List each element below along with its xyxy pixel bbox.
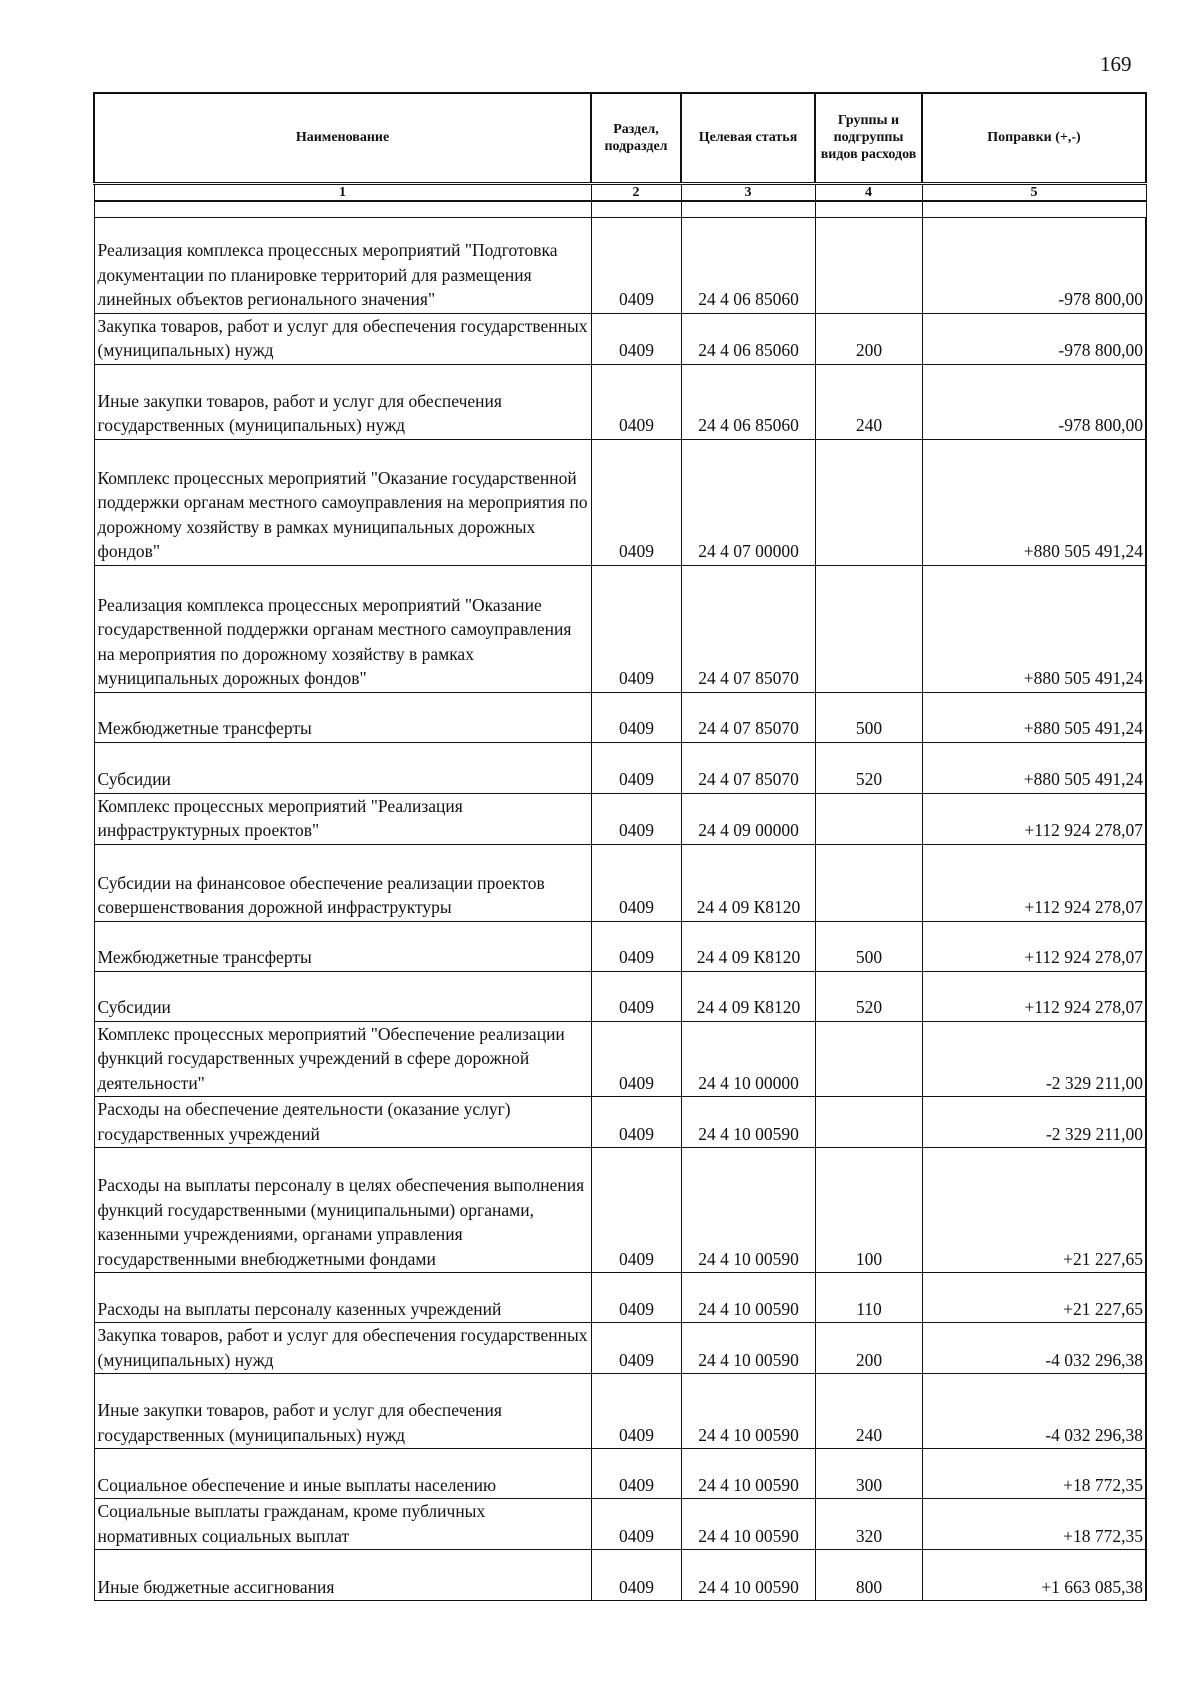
row-amendment-amount: -2 329 211,00 xyxy=(922,1097,1146,1148)
row-amendment-amount: +18 772,35 xyxy=(922,1449,1146,1499)
row-expense-group xyxy=(815,844,922,921)
row-name: Социальные выплаты гражданам, кроме публичных нормативных социальных выплат xyxy=(94,1499,591,1550)
row-expense-group xyxy=(815,793,922,844)
row-target-article: 24 4 06 85060 xyxy=(681,217,815,313)
row-expense-group: 500 xyxy=(815,921,922,971)
row-amendment-amount: +21 227,65 xyxy=(922,1148,1146,1273)
row-name: Социальное обеспечение и иные выплаты населению xyxy=(94,1449,591,1499)
row-name: Расходы на обеспечение деятельности (оказание услуг) государственных учреждений xyxy=(94,1097,591,1148)
row-name: Реализация комплекса процессных мероприятий "Оказание государственной поддержки органам местного самоуправления на мероприятия по дорожному хозяйству в рамках муниципальных дорожных фондов" xyxy=(94,565,591,692)
header-amendments: Поправки (+,-) xyxy=(922,93,1146,183)
row-expense-group: 320 xyxy=(815,1499,922,1550)
row-name: Комплекс процессных мероприятий "Обеспечение реализации функций государственных учреждений в сфере дорожной деятельности" xyxy=(94,1021,591,1097)
table-row xyxy=(94,844,1146,921)
row-target-article: 24 4 07 85070 xyxy=(681,742,815,793)
row-name: Субсидии xyxy=(94,742,591,793)
table-row xyxy=(94,217,1146,313)
row-section: 0409 xyxy=(591,971,681,1021)
row-expense-group xyxy=(815,217,922,313)
column-number: 4 xyxy=(815,183,922,201)
row-amendment-amount: -978 800,00 xyxy=(922,364,1146,439)
row-expense-group: 520 xyxy=(815,971,922,1021)
column-number: 3 xyxy=(681,183,815,201)
row-section: 0409 xyxy=(591,313,681,364)
row-target-article: 24 4 09 К8120 xyxy=(681,971,815,1021)
table-row xyxy=(94,1323,1146,1374)
row-target-article: 24 4 07 85070 xyxy=(681,692,815,742)
row-amendment-amount: +112 924 278,07 xyxy=(922,844,1146,921)
table-row xyxy=(94,692,1146,742)
table-row xyxy=(94,565,1146,692)
row-target-article: 24 4 07 00000 xyxy=(681,439,815,565)
row-section: 0409 xyxy=(591,439,681,565)
row-amendment-amount: +880 505 491,24 xyxy=(922,439,1146,565)
page-number: 169 xyxy=(1100,52,1132,76)
table-row xyxy=(94,742,1146,793)
row-expense-group: 800 xyxy=(815,1550,922,1601)
row-target-article: 24 4 09 00000 xyxy=(681,793,815,844)
table-row xyxy=(94,921,1146,971)
row-amendment-amount: +21 227,65 xyxy=(922,1273,1146,1323)
row-amendment-amount: +880 505 491,24 xyxy=(922,742,1146,793)
row-section: 0409 xyxy=(591,1499,681,1550)
row-name: Иные бюджетные ассигнования xyxy=(94,1550,591,1601)
row-expense-group: 100 xyxy=(815,1148,922,1273)
row-target-article: 24 4 10 00590 xyxy=(681,1499,815,1550)
row-expense-group xyxy=(815,439,922,565)
header-target: Целевая статья xyxy=(681,93,815,183)
row-amendment-amount: +1 663 085,38 xyxy=(922,1550,1146,1601)
row-amendment-amount: +112 924 278,07 xyxy=(922,921,1146,971)
row-amendment-amount: +18 772,35 xyxy=(922,1499,1146,1550)
header-groups: Группы и подгруппы видов расходов xyxy=(815,93,922,183)
row-name: Реализация комплекса процессных мероприятий "Подготовка документации по планировке территорий для размещения линейных объектов регионального значения" xyxy=(94,217,591,313)
row-section: 0409 xyxy=(591,1148,681,1273)
row-amendment-amount: +880 505 491,24 xyxy=(922,692,1146,742)
row-target-article: 24 4 10 00000 xyxy=(681,1021,815,1097)
row-target-article: 24 4 07 85070 xyxy=(681,565,815,692)
table-row xyxy=(94,1550,1146,1601)
row-name: Межбюджетные трансферты xyxy=(94,921,591,971)
row-target-article: 24 4 10 00590 xyxy=(681,1374,815,1449)
row-amendment-amount: -978 800,00 xyxy=(922,313,1146,364)
table-row xyxy=(94,313,1146,364)
row-amendment-amount: -4 032 296,38 xyxy=(922,1323,1146,1374)
row-expense-group: 240 xyxy=(815,364,922,439)
column-number: 2 xyxy=(591,183,681,201)
spacer-row xyxy=(94,201,1146,218)
table-row xyxy=(94,364,1146,439)
header-section: Раздел, подраздел xyxy=(591,93,681,183)
row-target-article: 24 4 06 85060 xyxy=(681,364,815,439)
row-target-article: 24 4 10 00590 xyxy=(681,1273,815,1323)
row-expense-group xyxy=(815,1021,922,1097)
row-section: 0409 xyxy=(591,1273,681,1323)
row-amendment-amount: -2 329 211,00 xyxy=(922,1021,1146,1097)
column-number: 5 xyxy=(922,183,1146,201)
row-section: 0409 xyxy=(591,1449,681,1499)
row-expense-group xyxy=(815,1097,922,1148)
row-name: Иные закупки товаров, работ и услуг для обеспечения государственных (муниципальных) нужд xyxy=(94,364,591,439)
row-amendment-amount: -978 800,00 xyxy=(922,217,1146,313)
row-expense-group: 520 xyxy=(815,742,922,793)
table-row xyxy=(94,793,1146,844)
row-amendment-amount: +880 505 491,24 xyxy=(922,565,1146,692)
column-number-row xyxy=(94,183,1146,201)
row-amendment-amount: +112 924 278,07 xyxy=(922,971,1146,1021)
row-target-article: 24 4 06 85060 xyxy=(681,313,815,364)
table-row xyxy=(94,1273,1146,1323)
table-row xyxy=(94,1499,1146,1550)
row-section: 0409 xyxy=(591,565,681,692)
row-section: 0409 xyxy=(591,793,681,844)
row-expense-group: 240 xyxy=(815,1374,922,1449)
row-section: 0409 xyxy=(591,692,681,742)
table-row xyxy=(94,439,1146,565)
row-section: 0409 xyxy=(591,1374,681,1449)
table-row xyxy=(94,1374,1146,1449)
row-section: 0409 xyxy=(591,1323,681,1374)
table-row xyxy=(94,1021,1146,1097)
row-expense-group: 200 xyxy=(815,1323,922,1374)
row-amendment-amount: -4 032 296,38 xyxy=(922,1374,1146,1449)
row-name: Субсидии на финансовое обеспечение реализации проектов совершенствования дорожной инфраструктуры xyxy=(94,844,591,921)
row-name: Субсидии xyxy=(94,971,591,1021)
row-section: 0409 xyxy=(591,1097,681,1148)
row-target-article: 24 4 10 00590 xyxy=(681,1550,815,1601)
row-name: Расходы на выплаты персоналу казенных учреждений xyxy=(94,1273,591,1323)
row-section: 0409 xyxy=(591,1021,681,1097)
row-target-article: 24 4 09 К8120 xyxy=(681,921,815,971)
row-name: Межбюджетные трансферты xyxy=(94,692,591,742)
row-expense-group xyxy=(815,565,922,692)
row-section: 0409 xyxy=(591,217,681,313)
row-target-article: 24 4 10 00590 xyxy=(681,1323,815,1374)
row-section: 0409 xyxy=(591,921,681,971)
table-row xyxy=(94,1148,1146,1273)
row-expense-group: 500 xyxy=(815,692,922,742)
row-target-article: 24 4 10 00590 xyxy=(681,1097,815,1148)
table-row xyxy=(94,1097,1146,1148)
row-expense-group: 300 xyxy=(815,1449,922,1499)
row-name: Комплекс процессных мероприятий "Оказание государственной поддержки органам местного самоуправления на мероприятия по дорожному хозяйству в рамках муниципальных дорожных фондов" xyxy=(94,439,591,565)
table-row xyxy=(94,1449,1146,1499)
row-name: Закупка товаров, работ и услуг для обеспечения государственных (муниципальных) нужд xyxy=(94,313,591,364)
row-expense-group: 200 xyxy=(815,313,922,364)
row-name: Иные закупки товаров, работ и услуг для обеспечения государственных (муниципальных) нужд xyxy=(94,1374,591,1449)
row-target-article: 24 4 10 00590 xyxy=(681,1449,815,1499)
row-section: 0409 xyxy=(591,1550,681,1601)
row-expense-group: 110 xyxy=(815,1273,922,1323)
row-amendment-amount: +112 924 278,07 xyxy=(922,793,1146,844)
table-row xyxy=(94,971,1146,1021)
row-name: Комплекс процессных мероприятий "Реализация инфраструктурных проектов" xyxy=(94,793,591,844)
row-target-article: 24 4 10 00590 xyxy=(681,1148,815,1273)
row-name: Расходы на выплаты персоналу в целях обеспечения выполнения функций государственными (муниципальными) органами, казенными учреждениями, органами управления государственными внебюджетными фондами xyxy=(94,1148,591,1273)
row-section: 0409 xyxy=(591,364,681,439)
row-section: 0409 xyxy=(591,844,681,921)
row-target-article: 24 4 09 К8120 xyxy=(681,844,815,921)
column-number: 1 xyxy=(94,183,591,201)
row-section: 0409 xyxy=(591,742,681,793)
header-name: Наименование xyxy=(94,93,591,183)
row-name: Закупка товаров, работ и услуг для обеспечения государственных (муниципальных) нужд xyxy=(94,1323,591,1374)
budget-amendments-table xyxy=(93,92,1147,1601)
